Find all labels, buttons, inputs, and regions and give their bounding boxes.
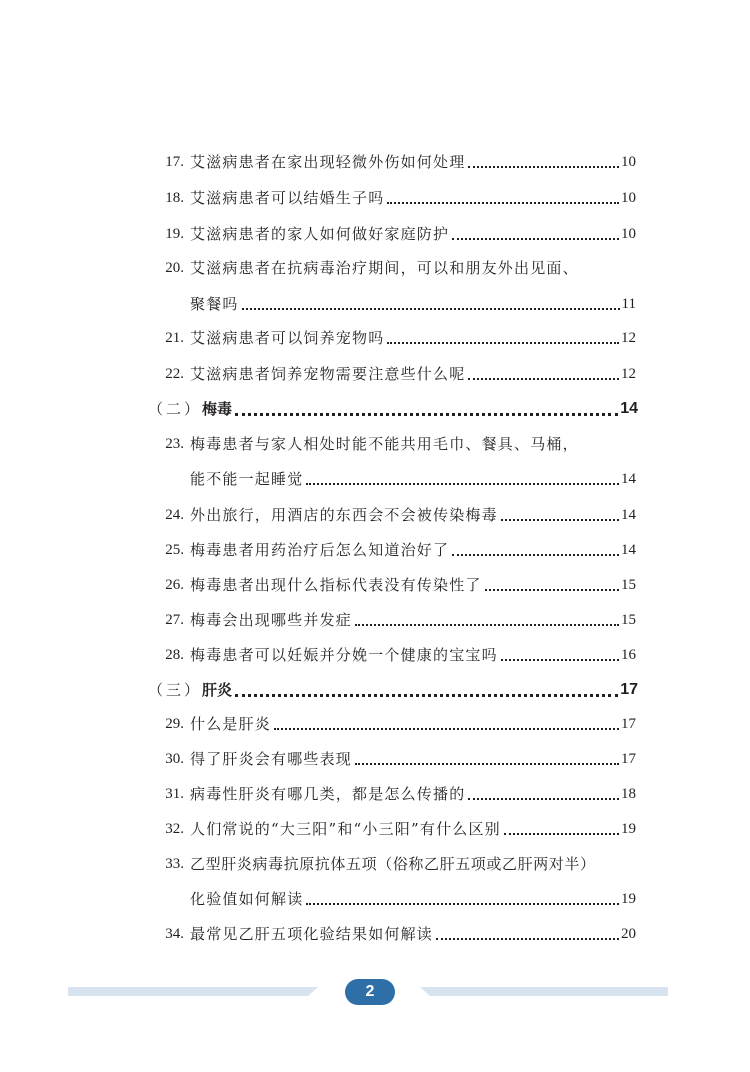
entry-number: 18. [165, 190, 184, 206]
toc-entry-18[interactable] [148, 186, 636, 210]
dot-leader [306, 483, 619, 485]
entry-title: 得了肝炎会有哪些表现 [190, 750, 353, 768]
toc-entry-28[interactable] [148, 643, 636, 667]
toc-entry-31[interactable] [148, 782, 636, 806]
entry-title: 什么是肝炎 [190, 715, 272, 733]
entry-page: 17 [621, 751, 636, 767]
entry-page: 14 [621, 507, 636, 523]
toc-entry-21[interactable] [148, 326, 636, 350]
entry-number: 24. [165, 507, 184, 523]
entry-page: 12 [621, 366, 636, 382]
dot-leader [504, 833, 619, 835]
section-number: （二） [148, 400, 203, 418]
page-number-badge: 2 [345, 979, 395, 1005]
entry-title: 艾滋病患者可以结婚生子吗 [190, 189, 385, 207]
entry-title: 梅毒会出现哪些并发症 [190, 611, 353, 629]
entry-page: 11 [621, 296, 636, 312]
dot-leader [387, 342, 619, 344]
toc-entry-32[interactable] [148, 817, 636, 841]
dot-leader [501, 519, 619, 521]
toc-entry-17[interactable] [148, 150, 636, 174]
dot-leader [485, 589, 619, 591]
entry-title: 人们常说的“大三阳”和“小三阳”有什么区别 [190, 820, 501, 838]
toc-entry-27[interactable] [148, 608, 636, 632]
toc-entry-29[interactable] [148, 712, 636, 736]
entry-title: 梅毒患者可以妊娠并分娩一个健康的宝宝吗 [190, 646, 498, 664]
entry-number: 28. [165, 647, 184, 663]
entry-title-line1: 艾滋病患者在抗病毒治疗期间，可以和朋友外出见面、 [190, 259, 579, 277]
entry-page: 10 [621, 154, 636, 170]
dot-leader [468, 378, 619, 380]
toc-entry-19[interactable] [148, 222, 636, 246]
entry-number: 21. [165, 330, 184, 346]
entry-title: 梅毒患者用药治疗后怎么知道治好了 [190, 541, 450, 559]
toc-entry-30[interactable] [148, 747, 636, 771]
entry-number: 19. [165, 226, 184, 242]
entry-number: 23. [165, 436, 184, 452]
entry-number: 30. [165, 751, 184, 767]
dot-leader [452, 238, 619, 240]
dot-leader [452, 554, 619, 556]
entry-title: 最常见乙肝五项化验结果如何解读 [190, 925, 434, 943]
toc-entry-34[interactable] [148, 922, 636, 946]
dot-leader [436, 938, 619, 940]
entry-page: 14 [621, 542, 636, 558]
entry-title: 艾滋病患者在家出现轻微外伤如何处理 [190, 153, 466, 171]
entry-page: 10 [621, 190, 636, 206]
footer-bar-right [420, 987, 668, 996]
toc-entry-22[interactable] [148, 362, 636, 386]
toc-entry-25[interactable] [148, 538, 636, 562]
section-page: 17 [620, 681, 638, 698]
section-page: 14 [620, 400, 638, 417]
entry-title-line2: 聚餐吗 [190, 295, 239, 313]
entry-title-line1: 梅毒患者与家人相处时能不能共用毛巾、餐具、马桶， [190, 435, 579, 453]
section-title: 肝炎 [202, 681, 233, 699]
entry-page: 19 [621, 891, 636, 907]
entry-page: 16 [621, 647, 636, 663]
dot-leader [235, 694, 618, 697]
toc-entry-33-cont[interactable] [190, 887, 636, 911]
entry-number: 22. [165, 366, 184, 382]
entry-number: 32. [165, 821, 184, 837]
dot-leader [274, 728, 619, 730]
section-title: 梅毒 [202, 400, 233, 418]
entry-number: 33. [165, 856, 184, 872]
entry-page: 15 [621, 612, 636, 628]
dot-leader [235, 413, 618, 416]
entry-number: 31. [165, 786, 184, 802]
entry-page: 12 [621, 330, 636, 346]
dot-leader [355, 763, 619, 765]
entry-number: 26. [165, 577, 184, 593]
entry-number: 29. [165, 716, 184, 732]
entry-page: 10 [621, 226, 636, 242]
dot-leader [468, 166, 619, 168]
entry-title: 艾滋病患者饲养宠物需要注意些什么呢 [190, 365, 466, 383]
toc-section-hepatitis[interactable] [148, 677, 638, 703]
entry-title: 艾滋病患者可以饲养宠物吗 [190, 329, 385, 347]
toc-entry-23-cont[interactable] [190, 467, 636, 491]
entry-title: 梅毒患者出现什么指标代表没有传染性了 [190, 576, 482, 594]
toc-entry-33[interactable] [148, 852, 636, 876]
entry-title: 病毒性肝炎有哪几类，都是怎么传播的 [190, 785, 466, 803]
entry-page: 18 [621, 786, 636, 802]
entry-page: 17 [621, 716, 636, 732]
section-number: （三） [148, 681, 203, 699]
entry-number: 20. [165, 260, 184, 276]
toc-section-syphilis[interactable] [148, 396, 638, 422]
toc-entry-23[interactable] [148, 432, 636, 456]
toc-entry-26[interactable] [148, 573, 636, 597]
entry-number: 27. [165, 612, 184, 628]
footer-bar-left [68, 987, 318, 996]
entry-page: 14 [621, 471, 636, 487]
dot-leader [306, 903, 619, 905]
entry-title-line2: 能不能一起睡觉 [190, 470, 304, 488]
entry-title-line2: 化验值如何解读 [190, 890, 304, 908]
entry-number: 25. [165, 542, 184, 558]
entry-page: 15 [621, 577, 636, 593]
entry-number: 17. [165, 154, 184, 170]
dot-leader [355, 624, 619, 626]
dot-leader [242, 308, 620, 310]
entry-number: 34. [165, 926, 184, 942]
toc-entry-20-cont[interactable] [190, 292, 636, 316]
toc-entry-20[interactable] [148, 256, 636, 280]
dot-leader [468, 798, 619, 800]
toc-entry-24[interactable] [148, 503, 636, 527]
dot-leader [387, 202, 619, 204]
entry-title-line1: 乙型肝炎病毒抗原抗体五项（俗称乙肝五项或乙肝两对半） [190, 855, 596, 873]
dot-leader [501, 659, 619, 661]
entry-page: 19 [621, 821, 636, 837]
entry-page: 20 [621, 926, 636, 942]
entry-title: 外出旅行，用酒店的东西会不会被传染梅毒 [190, 506, 498, 524]
entry-title: 艾滋病患者的家人如何做好家庭防护 [190, 225, 450, 243]
